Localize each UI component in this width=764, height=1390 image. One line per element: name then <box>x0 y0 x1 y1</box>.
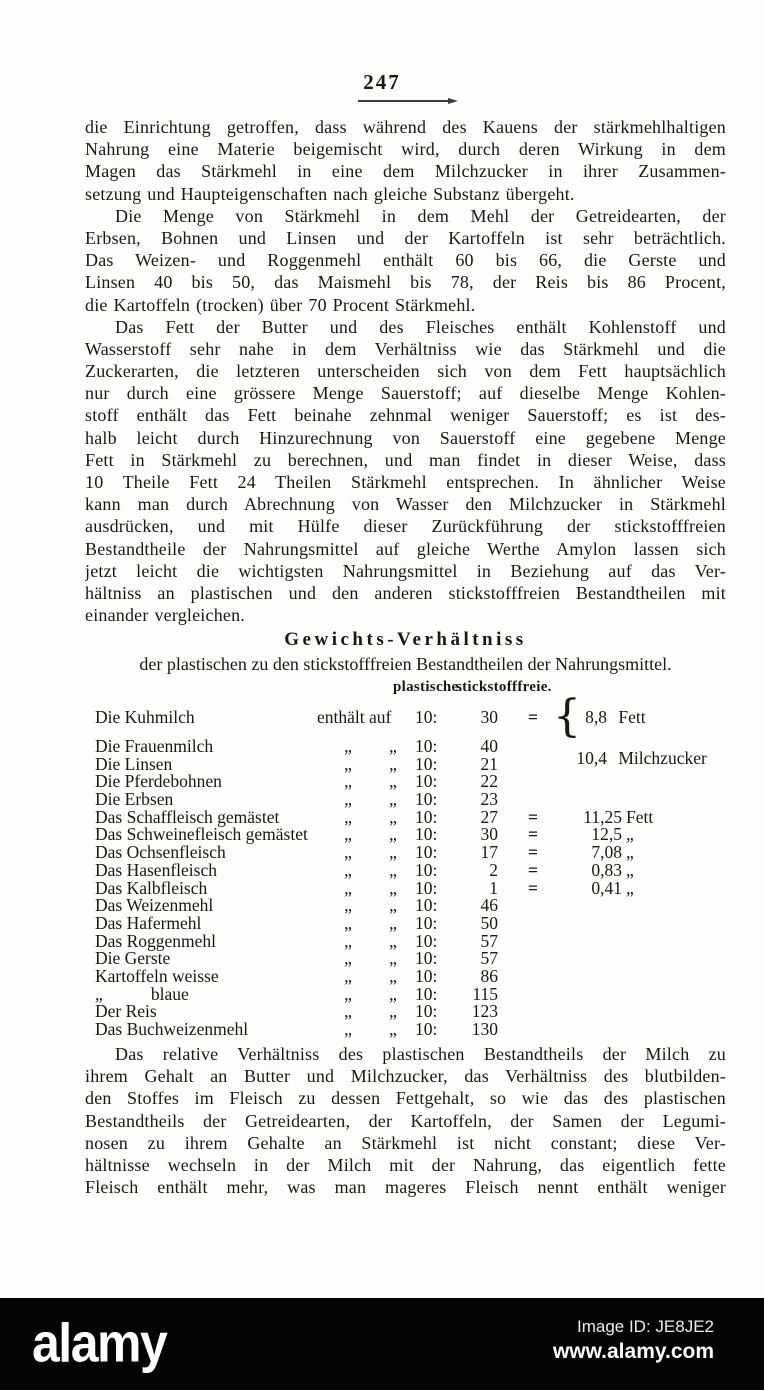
ditto-mark: „ <box>389 824 397 845</box>
ditto-mark: „ <box>389 912 397 933</box>
text-line: Die Menge von Stärkmehl in dem Mehl der Getreidearten, der <box>115 205 726 226</box>
text-line: stoff enthält das Fett beinahe zehnmal weniger Sauerstoff; es ist des- <box>85 405 726 426</box>
ditto-mark: „ <box>344 948 352 969</box>
equals-sign: = <box>528 806 538 827</box>
text-line: 10 Theile Fett 24 Theilen Stärkmehl entsprechen. In ähnlicher Weise <box>85 472 726 492</box>
text-line: Das relative Verhältniss des plastischen Bestandtheils der Milch zu <box>115 1044 726 1064</box>
milchzucker-unit: Milchzucker <box>618 748 707 768</box>
ratio-value: 50 <box>480 912 498 933</box>
ratio-value: 30 <box>480 707 498 727</box>
text-line: Zuckerarten, die letzteren unterscheiden sich von dem Fett hauptsächlich <box>85 361 726 382</box>
ditto-mark: „ <box>344 983 352 1004</box>
row-name: Das Schaffleisch gemästet <box>95 806 280 827</box>
ratio-base: 10: <box>415 806 438 827</box>
ditto-mark: „ <box>389 895 397 916</box>
ditto-mark: „ <box>344 895 352 916</box>
ratio-base: 10: <box>415 965 438 986</box>
ditto-mark: „ <box>389 948 397 969</box>
ratio-value: 27 <box>480 806 498 827</box>
text-line: den Stoffes im Fleisch zu dessen Fettgehalt, so wie das des plastischen <box>85 1088 726 1109</box>
extra-unit: „ <box>626 859 634 880</box>
text-line: Das Fett der Butter und des Fleisches enthält Kohlenstoff und <box>115 316 726 337</box>
ditto-mark: „ <box>389 753 397 774</box>
row-name: Das Schweinefleisch gemästet <box>95 824 308 845</box>
ratio-base: 10: <box>415 753 438 774</box>
ditto-mark: „ <box>344 930 352 951</box>
text-line: jetzt leicht die wichtigsten Nahrungsmittel in Beziehung auf das Ver- <box>85 560 726 581</box>
ratio-value: 22 <box>480 771 498 792</box>
row-name: Kartoffeln weisse <box>95 965 219 986</box>
ratio-base: 10: <box>415 877 438 898</box>
ditto-mark: „ <box>344 771 352 792</box>
ditto-mark: „ <box>344 824 352 845</box>
ratio-value: 23 <box>480 789 498 810</box>
ratio-base: 10: <box>415 842 438 863</box>
text-line: setzung und Haupteigenschaften nach gleiche Substanz übergeht. <box>85 183 575 204</box>
row-name: Das Buchweizenmehl <box>95 1019 249 1039</box>
ditto-mark: „ <box>344 806 352 827</box>
equals-sign: = <box>528 859 538 880</box>
row-name: Die Erbsen <box>95 789 174 810</box>
row-name: Die Gerste <box>95 948 171 969</box>
row-name: Der Reis <box>95 1001 157 1022</box>
ratio-value: 2 <box>489 859 498 880</box>
page-number-rule <box>358 100 450 102</box>
ratio-base: 10: <box>415 895 438 916</box>
text-line: die Einrichtung getroffen, dass während des Kauens der stärkmehlhaltigen <box>85 117 726 137</box>
ratio-value: 30 <box>480 824 498 845</box>
text-line: hältniss an plastischen und den anderen stickstofffreien Bestandtheilen mit <box>85 582 726 603</box>
row-name: Die Linsen <box>95 753 173 774</box>
ditto-mark: „ <box>389 1019 397 1039</box>
alamy-logo: alamy <box>32 1312 167 1374</box>
ditto-mark: „ <box>389 877 397 898</box>
text-line: Wasserstoff sehr nahe in dem Verhältniss wie das Stärkmehl und die <box>85 338 726 359</box>
brace-line <box>575 707 646 727</box>
watermark-info <box>553 1315 714 1365</box>
row-name: Das Ochsenfleisch <box>95 842 226 863</box>
table-row <box>85 930 726 951</box>
extra-value: 7,08 <box>591 842 622 863</box>
equals-sign: = <box>528 707 538 727</box>
row-name: Das Hasenfleisch <box>95 859 217 880</box>
text-line: Bestandtheile der Nahrungsmittel auf gleiche Werthe Amylon lassen sich <box>85 538 726 559</box>
equals-sign: = <box>528 877 538 898</box>
extra-unit: „ <box>626 824 634 845</box>
text-line: Das Weizen- und Roggenmehl enthält 60 bis 66, die Gerste und <box>85 250 726 271</box>
row-name: Das Roggenmehl <box>95 930 217 951</box>
extra-unit: Fett <box>626 806 654 827</box>
table-row <box>85 859 726 880</box>
ratio-value: 130 <box>471 1019 498 1039</box>
ratio-value: 21 <box>480 753 498 774</box>
row-verb: enthält auf <box>317 707 392 727</box>
ratio-value: 46 <box>480 895 498 916</box>
text-line: hältnisse wechseln in der Milch mit der Nahrung, das eigentlich fette <box>85 1154 726 1175</box>
ratio-value: 57 <box>480 930 498 951</box>
ditto-mark: „ <box>389 789 397 810</box>
paragraph <box>85 316 726 627</box>
table-row <box>85 965 726 986</box>
extra-value: 12,5 <box>591 824 622 845</box>
text-line: Erbsen, Bohnen und Linsen und der Kartoffeln ist sehr beträchtlich. <box>85 227 726 248</box>
ditto-mark: „ <box>389 736 397 756</box>
body-text <box>85 116 726 626</box>
alamy-url-text: www.alamy.com <box>552 1340 714 1363</box>
extra-value: 0,41 <box>591 877 622 898</box>
text-line: nur durch eine grössere Menge Sauerstoff; auf dieselbe Menge Kohlen- <box>85 383 726 404</box>
fett-value: 8,8 <box>585 707 607 727</box>
text-line: Fett in Stärkmehl zu berechnen, und man findet in dieser Weise, dass <box>85 449 726 470</box>
text-line: halb leicht durch Hinzurechnung von Sauerstoff eine gegebene Menge <box>85 427 726 448</box>
ditto-mark: „ <box>344 965 352 986</box>
text-line: Magen das Stärkmehl in eine dem Milchzucker in ihrer Zusammen- <box>85 161 726 182</box>
fett-unit: Fett <box>618 707 646 727</box>
weight-ratio-table <box>85 691 726 1039</box>
ditto-mark: „ <box>389 983 397 1004</box>
equals-sign: = <box>528 824 538 845</box>
table-row <box>85 773 726 791</box>
row-name: Das Weizenmehl <box>95 895 214 916</box>
ratio-value: 17 <box>480 842 498 863</box>
ratio-base: 10: <box>415 930 438 951</box>
equals-sign: = <box>528 842 538 863</box>
text-line: ihrem Gehalt an Butter und Milchzucker, das Verhältniss des blutbilden- <box>85 1066 726 1087</box>
ditto-mark: „ <box>344 789 352 810</box>
table-title: Gewichts-Verhältniss <box>284 629 527 650</box>
ratio-value: 86 <box>480 965 498 986</box>
ratio-base: 10: <box>415 948 438 969</box>
ditto-mark: „ <box>389 965 397 986</box>
ratio-base: 10: <box>415 1019 438 1039</box>
ditto-mark: „ <box>344 736 352 756</box>
text-line: die Kartoffeln (trocken) über 70 Procent Stärkmehl. <box>85 294 476 315</box>
milchzucker-value: 10,4 <box>576 748 607 768</box>
ratio-value: 40 <box>480 736 498 756</box>
text-line: ausdrücken, und mit Hülfe dieser Zurückführung der stickstofffreien <box>85 516 726 537</box>
paragraph <box>85 1043 726 1198</box>
row-name: Das Kalbfleisch <box>95 877 208 898</box>
ratio-base: 10: <box>415 912 438 933</box>
ditto-mark: „ <box>344 859 352 880</box>
row-name: „ blaue <box>95 983 189 1004</box>
ditto-mark: „ <box>389 771 397 792</box>
ditto-mark: „ <box>344 1019 352 1039</box>
ratio-base: 10: <box>415 1001 438 1022</box>
text-line: Linsen 40 bis 50, das Maismehl bis 78, der Reis bis 86 Procent, <box>85 272 726 293</box>
table-row <box>85 912 726 933</box>
ditto-mark: „ <box>389 930 397 951</box>
extra-unit: „ <box>626 877 634 898</box>
brace-values <box>575 697 726 768</box>
row-name: Die Kuhmilch <box>95 707 195 727</box>
ditto-mark: „ <box>344 912 352 933</box>
paragraph <box>85 205 726 316</box>
ditto-mark: „ <box>344 753 352 774</box>
ratio-value: 115 <box>472 983 498 1004</box>
ratio-value: 123 <box>471 1001 498 1022</box>
ratio-value: 57 <box>480 948 498 969</box>
table-subtitle: der plastischen zu den stickstofffreien Bestandtheilen der Nahrungsmittel. <box>139 654 672 674</box>
page-number: 247 <box>363 70 401 94</box>
ratio-base: 10: <box>415 859 438 880</box>
text-line: kann man durch Abrechnung von Wasser den Milchzucker in Stärkmehl <box>85 494 726 515</box>
ditto-mark: „ <box>344 842 352 863</box>
row-name: Die Pferdebohnen <box>95 771 222 792</box>
paragraph <box>85 116 726 205</box>
ditto-mark: „ <box>389 859 397 880</box>
text-line: Fleisch enthält mehr, was man mageres Fleisch nennt enthält weniger <box>85 1177 726 1198</box>
table-row <box>85 983 726 1004</box>
extra-unit: „ <box>626 842 634 863</box>
extra-value: 0,83 <box>591 859 622 880</box>
text-line: nosen zu ihrem Gehalte an Stärkmehl ist nicht constant; diese Ver- <box>85 1132 726 1153</box>
text-line: Nahrung eine Materie beigemischt wird, durch deren Wirkung in dem <box>85 139 726 160</box>
ratio-base: 10: <box>415 824 438 845</box>
ditto-mark: „ <box>389 1001 397 1022</box>
ditto-mark: „ <box>389 842 397 863</box>
table-row <box>85 738 726 756</box>
ratio-value: 1 <box>489 877 498 898</box>
column-header-stickstofffreie: stickstofffreie. <box>456 679 552 695</box>
alamy-watermark-bar <box>0 1298 764 1390</box>
extra-value: 11,25 <box>583 806 622 827</box>
brace-glyph: { <box>553 691 581 742</box>
row-name: Die Frauenmilch <box>95 736 214 756</box>
ratio-base: 10: <box>415 983 438 1004</box>
closing-paragraph <box>85 1043 726 1198</box>
ratio-base: 10: <box>415 771 438 792</box>
table-row <box>85 1021 726 1039</box>
ratio-base: 10: <box>415 736 438 756</box>
ratio-base: 10: <box>415 789 438 810</box>
row-name: Das Hafermehl <box>95 912 202 933</box>
ditto-mark: „ <box>344 1001 352 1022</box>
ditto-mark: „ <box>344 877 352 898</box>
ditto-mark: „ <box>389 806 397 827</box>
image-id-text: Image ID: JE8JE2 <box>576 1317 714 1336</box>
column-header-plastische: plastische. <box>393 679 463 695</box>
text-line: Bestandtheils der Getreidearten, der Kartoffeln, der Samen der Legumi- <box>85 1110 726 1131</box>
ratio-base: 10: <box>415 707 438 727</box>
text-line: einander vergleichen. <box>85 605 245 626</box>
